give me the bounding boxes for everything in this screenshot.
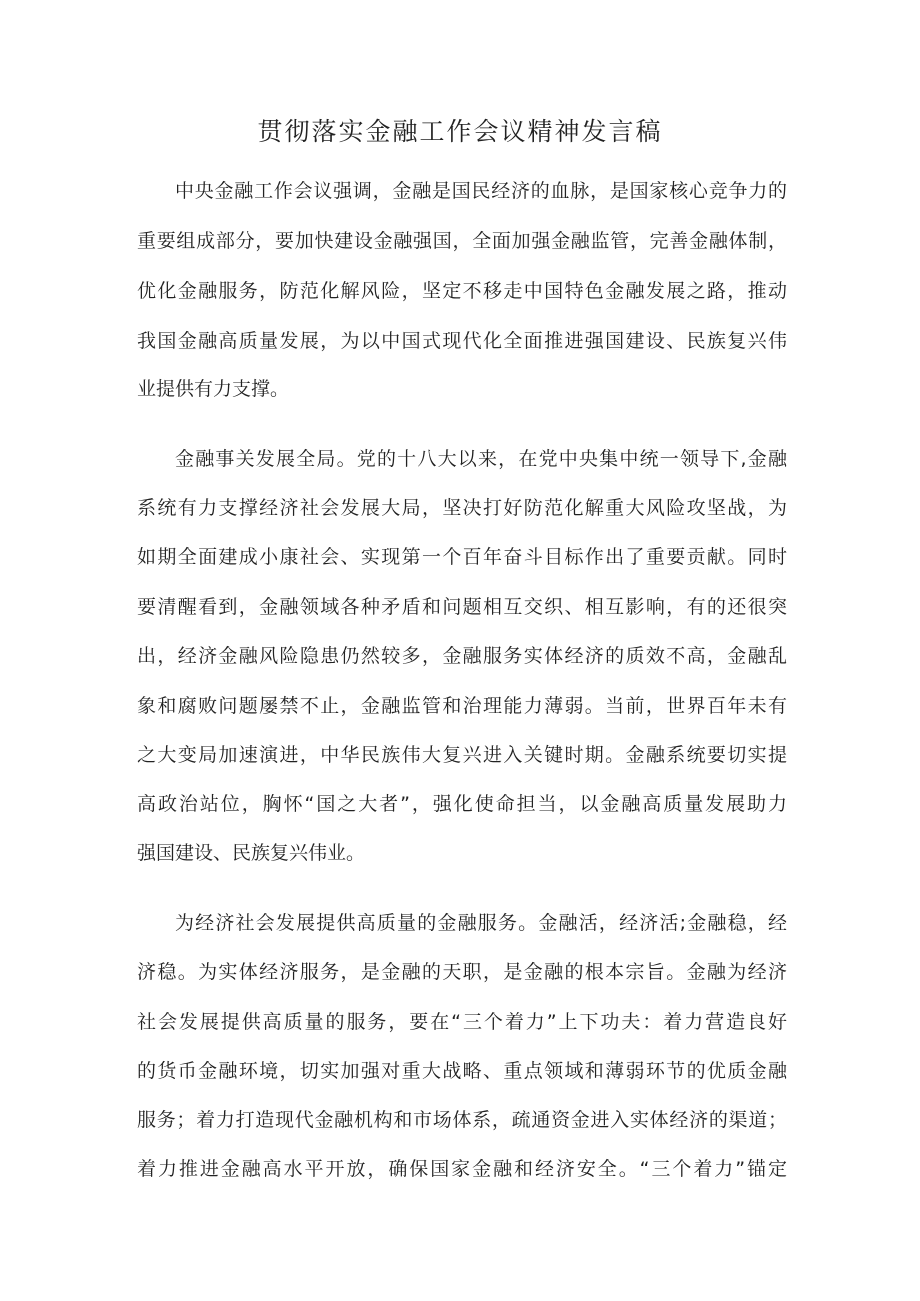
- paragraph-line: 的货币金融环境，切实加强对重大战略、重点领域和薄弱环节的优质金融: [137, 1060, 787, 1082]
- paragraph-line: 我国金融高质量发展，为以中国式现代化全面推进强国建设、民族复兴伟: [137, 330, 787, 352]
- paragraph-line: 社会发展提供高质量的服务，要在“三个着力”上下功夫：着力营造良好: [137, 1011, 787, 1033]
- paragraph-line: 服务；着力打造现代金融机构和市场体系，疏通资金进入实体经济的渠道；: [137, 1109, 787, 1131]
- paragraph-line: 为经济社会发展提供高质量的金融服务。金融活，经济活;金融稳，经: [175, 912, 787, 934]
- paragraph-line: 出，经济金融风险隐患仍然较多，金融服务实体经济的质效不高，金融乱: [137, 645, 787, 667]
- paragraph-line: 业提供有力支撑。: [137, 378, 290, 400]
- paragraph-line: 着力推进金融高水平开放，确保国家金融和经济安全。“三个着力”锚定: [137, 1158, 787, 1180]
- paragraph-line: 高政治站位，胸怀“国之大者”，强化使命担当，以金融高质量发展助力: [137, 793, 787, 815]
- paragraph-line: 要清醒看到，金融领域各种矛盾和问题相互交织、相互影响，有的还很突: [137, 596, 787, 618]
- paragraph-line: 如期全面建成小康社会、实现第一个百年奋斗目标作出了重要贡献。同时: [137, 546, 787, 568]
- paragraph-line: 优化金融服务，防范化解风险，坚定不移走中国特色金融发展之路，推动: [137, 280, 787, 302]
- paragraph-line: 象和腐败问题屡禁不止，金融监管和治理能力薄弱。当前，世界百年未有: [137, 695, 787, 717]
- paragraph-line: 之大变局加速演进，中华民族伟大复兴进入关键时期。金融系统要切实提: [137, 744, 787, 766]
- paragraph-line: 中央金融工作会议强调，金融是国民经济的血脉，是国家核心竞争力的: [175, 180, 787, 202]
- paragraph-line: 金融事关发展全局。党的十八大以来，在党中央集中统一领导下,金融: [175, 448, 787, 470]
- paragraph-line: 系统有力支撑经济社会发展大局，坚决打好防范化解重大风险攻坚战，为: [137, 497, 787, 519]
- paragraph-line: 强国建设、民族复兴伟业。: [137, 842, 366, 864]
- paragraph-line: 重要组成部分，要加快建设金融强国，全面加强金融监管，完善金融体制，: [137, 230, 787, 252]
- paragraph-line: 济稳。为实体经济服务，是金融的天职，是金融的根本宗旨。金融为经济: [137, 961, 787, 983]
- document-title: 贯彻落实金融工作会议精神发言稿: [257, 117, 663, 146]
